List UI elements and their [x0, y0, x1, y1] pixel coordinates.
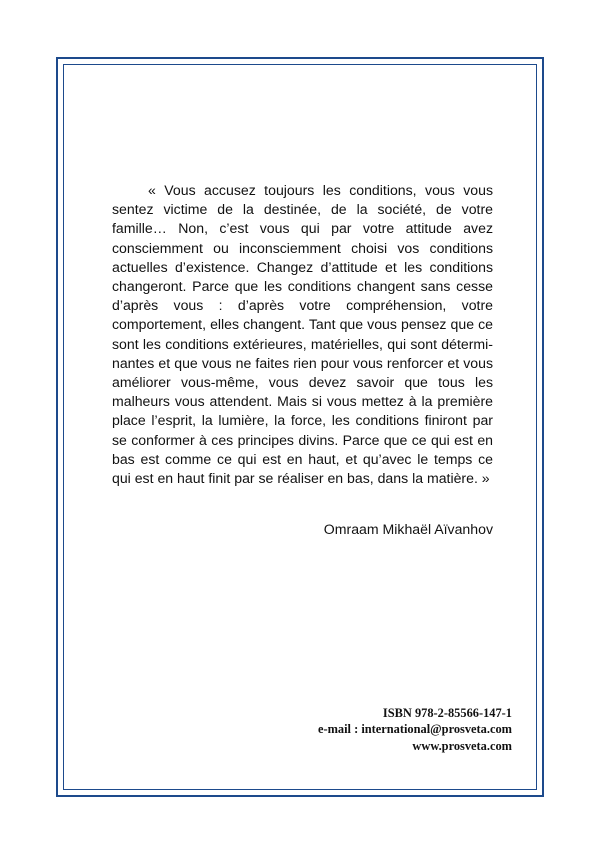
publisher-info	[318, 705, 512, 754]
quote-text: « Vous accusez toujours les conditions, vous vous sentez victime de la destinée, de la société, de votre famille… Non, c’est vous qui par votre attitude avez consciemment ou inconsciemment choisi vos conditions actuelles d’existence. Changez d’attitude et les conditions changeront. Parce que les conditions changent sans cesse d’après vous : d’après votre compréhension, votre comportement, elles changent. Tant que vous pensez que ce sont les conditions extérieures, matérielles, qui sont déterminantes et que vous ne faites rien pour vous renforcer et vous améliorer vous-même, vous devez savoir que tous les malheurs vous attendent. Mais si vous mettez à la première place l’esprit, la lumière, la force, les conditions finiront par se conformer à ces principes divins. Parce que ce qui est en bas est comme ce qui est en haut, et qu’avec le temps ce qui est en haut finit par se réaliser en bas, dans la matière. »	[112, 182, 493, 487]
email-address: e-mail : international@prosveta.com	[317, 722, 512, 737]
isbn: ISBN 978-2-85566-147-1	[382, 706, 512, 720]
website-url: www.prosveta.com	[412, 738, 512, 753]
quote-author: Omraam Mikhaël Aïvanhov	[323, 521, 493, 537]
